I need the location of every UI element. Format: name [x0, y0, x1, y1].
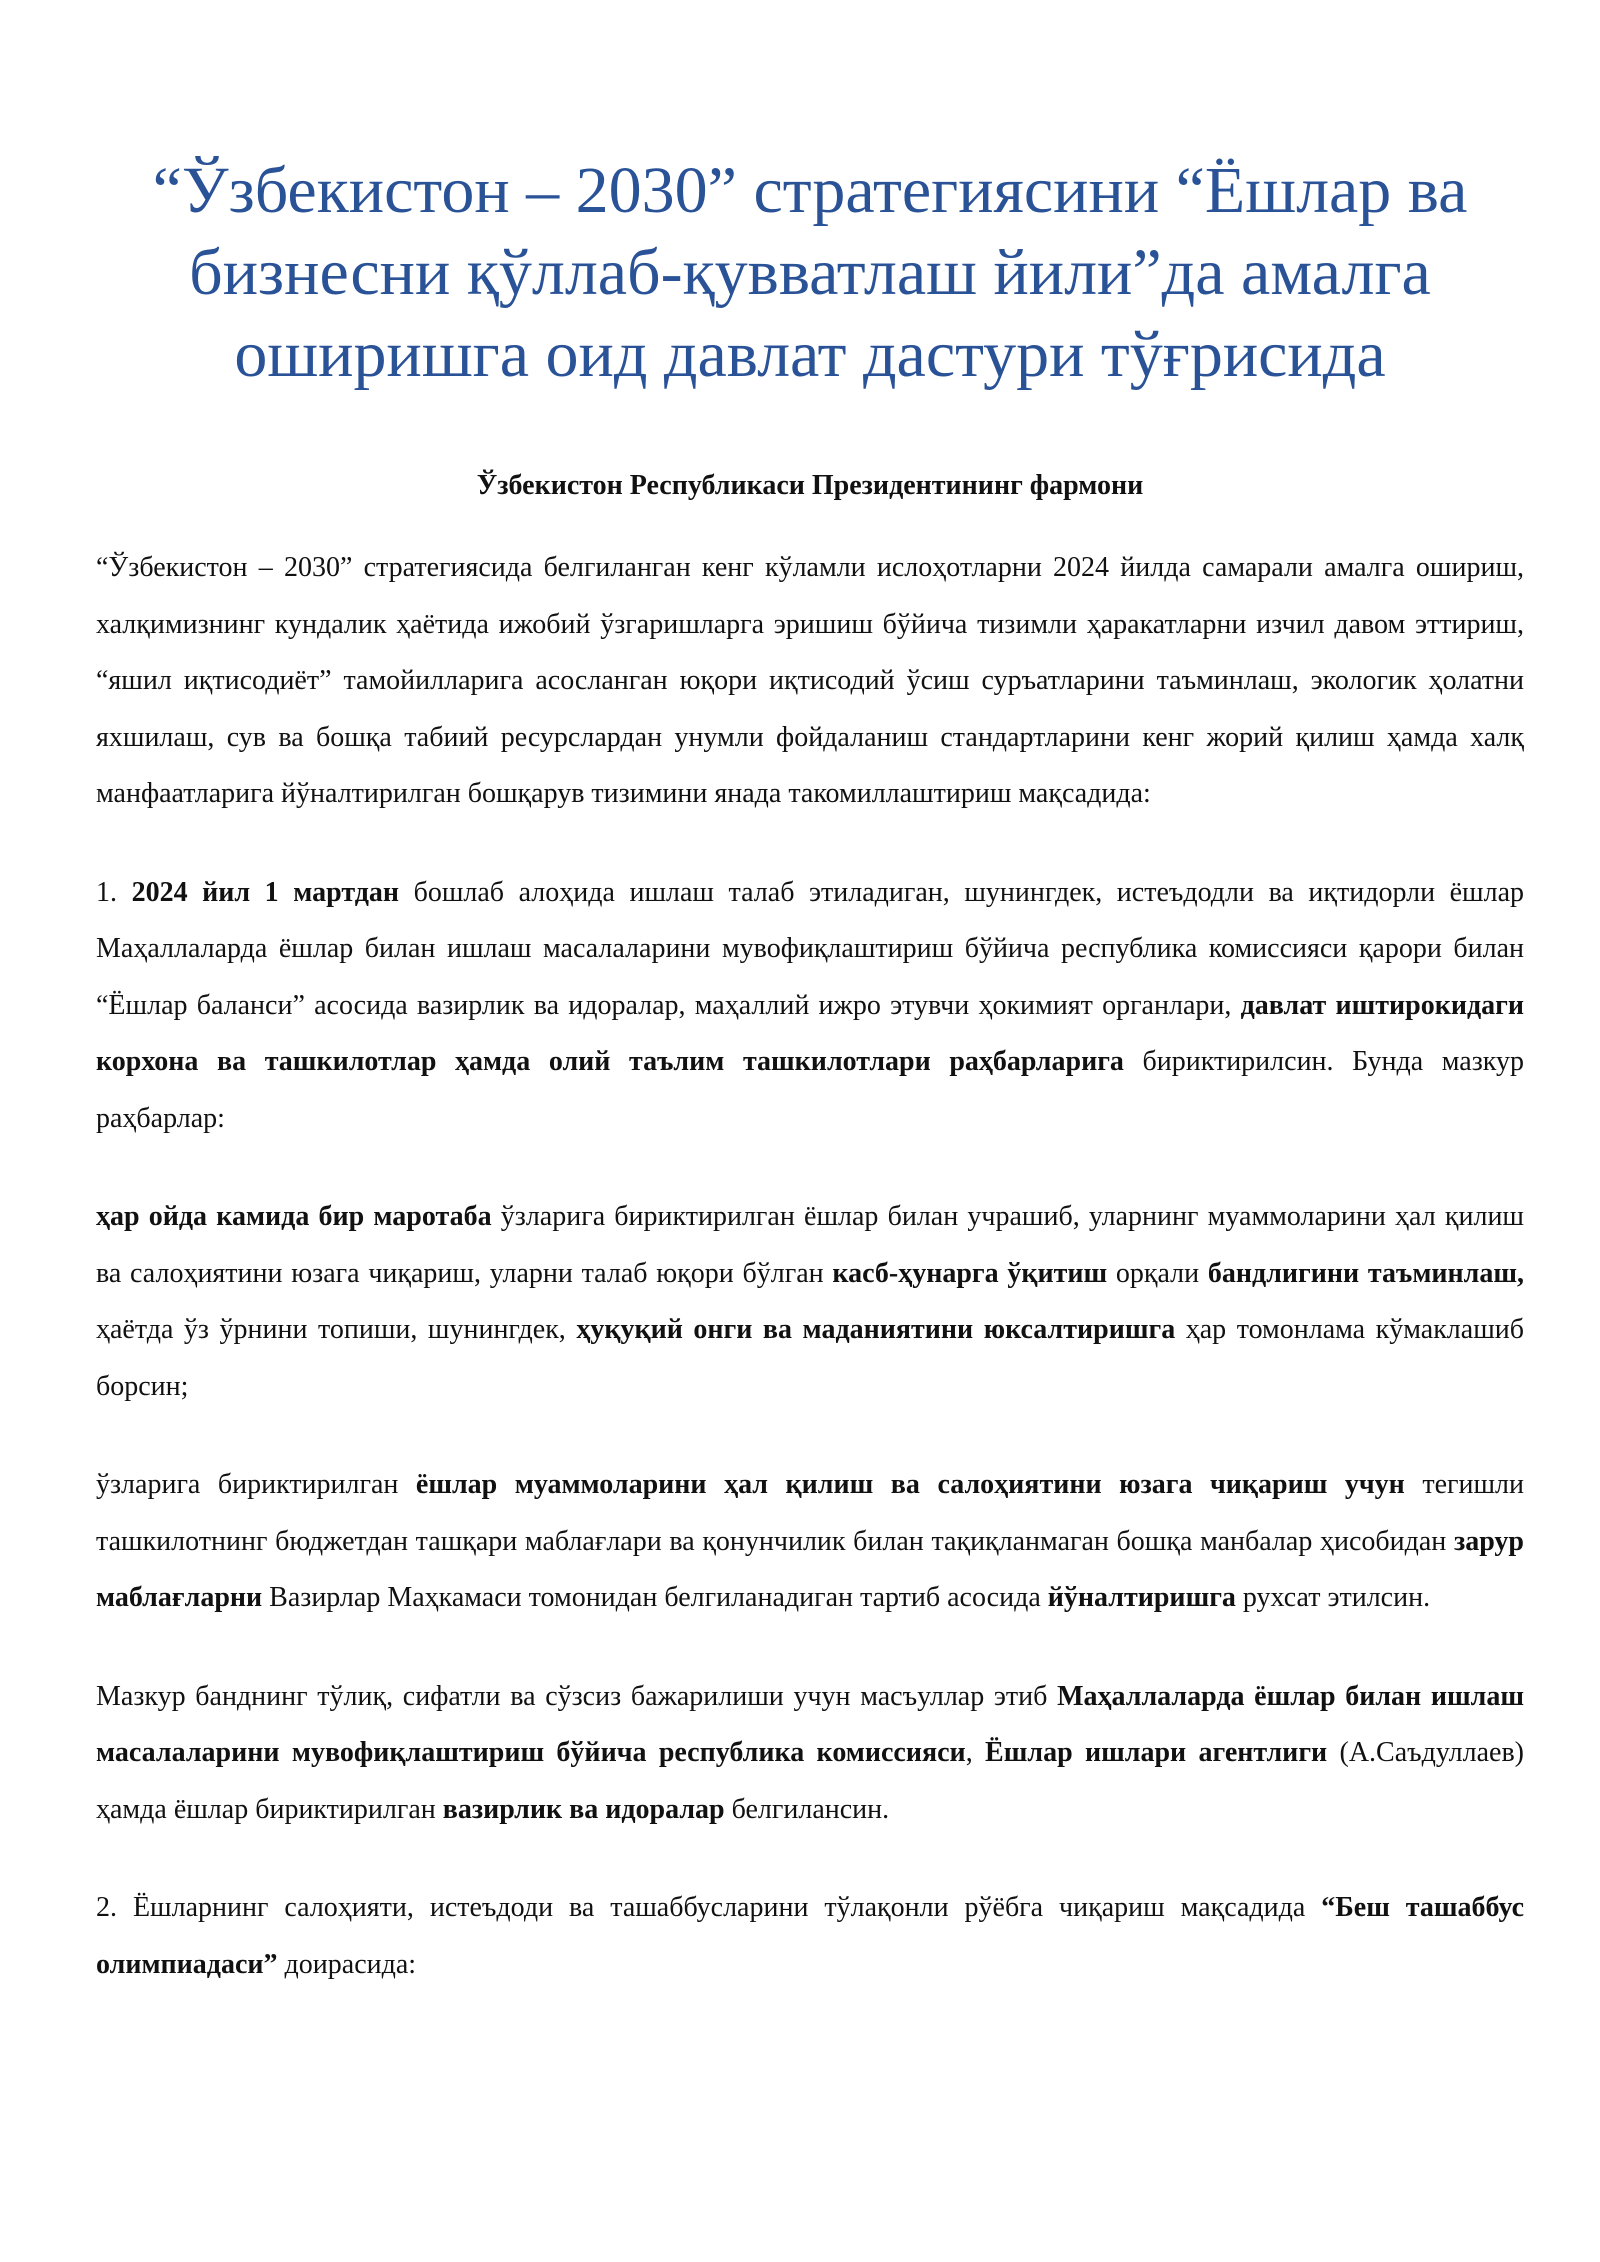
page-title: “Ўзбекистон – 2030” стратегиясини “Ёшлар ва бизнесни қўллаб-қувватлаш йили”да амалга оширишга оид давлат дастури тўғрисида	[152, 154, 1468, 391]
text-run: ҳар томонлама кўмаклашиб борсин;	[96, 1314, 1524, 1402]
bold-text: салоҳиятини юзага чиқариш учун	[937, 1469, 1405, 1500]
bold-text: бандлигини таъминлаш,	[1207, 1257, 1525, 1289]
text-run: доирасида:	[277, 1948, 417, 1980]
bold-text: касб-ҳунарга ўқитиш	[832, 1257, 1108, 1289]
text-run: белгилансин.	[724, 1793, 890, 1825]
document-page	[96, 150, 1524, 1993]
bold-text: Маҳаллаларда ёшлар билан ишлаш масалаларини мувофиқлаштириш бўйича республика комиссияси	[96, 1680, 1524, 1768]
bold-text: ҳар ойда камида бир маротаба	[96, 1201, 492, 1232]
paragraph-duties-2	[96, 1457, 1524, 1627]
text-run: орқали	[1107, 1257, 1208, 1289]
paragraph-item-1	[96, 865, 1524, 1148]
bold-text: “Беш ташаббус олимпиадаси”	[96, 1892, 1525, 1980]
document-subtitle: Ўзбекистон Республикаси Президентининг фармони	[476, 470, 1144, 501]
text-run: Мазкур банднинг тўлиқ, сифатли ва сўзсиз бажарилиши учун масъуллар этиб	[96, 1680, 1058, 1712]
text-run: тегишли ташкилотнинг бюджетдан ташқари маблағлари ва қонунчилик билан тақиқланмаган бошқа манбалар ҳисобидан	[96, 1469, 1524, 1557]
text-run: бошлаб алоҳида ишлаш талаб этиладиган, шунингдек, истеъдодли ва иқтидорли ёшлар Маҳаллаларда ёшлар билан ишлаш масалаларини мувофиқлаштириш бўйича республика комиссияси қарори билан “Ёшлар баланси” асосида вазирлик ва идоралар, маҳаллий ижро этувчи ҳокимият органлари,	[96, 876, 1525, 1021]
text-run: Вазирлар Маҳкамаси томонидан белгиланадиган тартиб асосида	[262, 1582, 1048, 1613]
text-run: ўзларига бириктирилган	[96, 1469, 416, 1500]
paragraph-duties-1	[96, 1189, 1524, 1415]
bold-text: ва	[873, 1469, 938, 1500]
bold-text: вазирлик ва идоралар	[442, 1793, 725, 1825]
bold-text: 2024 йил 1 мартдан	[131, 876, 400, 908]
text-run: бириктирилсин. Бунда мазкур раҳбарлар:	[96, 1046, 1524, 1134]
bold-text: йўналтиришга	[1047, 1582, 1236, 1613]
item-number: 1.	[96, 876, 132, 908]
text-run: ўзларига бириктирилган ёшлар билан учрашиб, уларнинг муаммоларини ҳал қилиш ва салоҳиятини юзага чиқариш, уларни талаб юқори бўлган	[96, 1201, 1524, 1289]
text-run: (А.Саъдуллаев) ҳамда ёшлар бириктирилган	[96, 1737, 1525, 1825]
intro-paragraph: “Ўзбекистон – 2030” стратегиясида белгиланган кенг кўламли ислоҳотларни 2024 йилда самарали амалга ошириш, халқимизнинг кундалик ҳаётида ижобий ўзгаришларга эришиш бўйича тизимли ҳаракатларни изчил давом эттириш, “яшил иқтисодиёт” тамойилларига асосланган юқори иқтисодий ўсиш суръатларини таъминлаш, экологик ҳолатни яхшилаш, сув ва бошқа табиий ресурслардан унумли фойдаланиш стандартларини кенг жорий қилиш ҳамда халқ манфаатларига йўналтирилган бошқарув тизимини янада такомиллаштириш мақсадида:	[96, 552, 1524, 809]
bold-text: Ёшлар ишлари агентлиги	[985, 1737, 1328, 1768]
bold-text: ҳуқуқий онги ва маданиятини юксалтиришга	[576, 1314, 1176, 1345]
bold-text: давлат иштирокидаги корхона ва ташкилотлар ҳамда олий таълим ташкилотлари раҳбарларига	[96, 989, 1524, 1077]
text-run: ,	[965, 1737, 986, 1768]
paragraph-item-2	[96, 1880, 1524, 1993]
bold-text: зарур маблағларни	[96, 1525, 1524, 1613]
text-run: рухсат этилсин.	[1235, 1582, 1431, 1613]
text-run: ҳаётда ўз ўрнини топиши, шунингдек,	[96, 1314, 577, 1345]
bold-text: ёшлар муаммоларини ҳал қилиш	[415, 1469, 874, 1500]
text-run: 2. Ёшларнинг салоҳияти, истеъдоди ва ташаббусларини тўлақонли рўёбга чиқариш мақсадида	[96, 1892, 1322, 1923]
paragraph-responsible	[96, 1669, 1524, 1839]
